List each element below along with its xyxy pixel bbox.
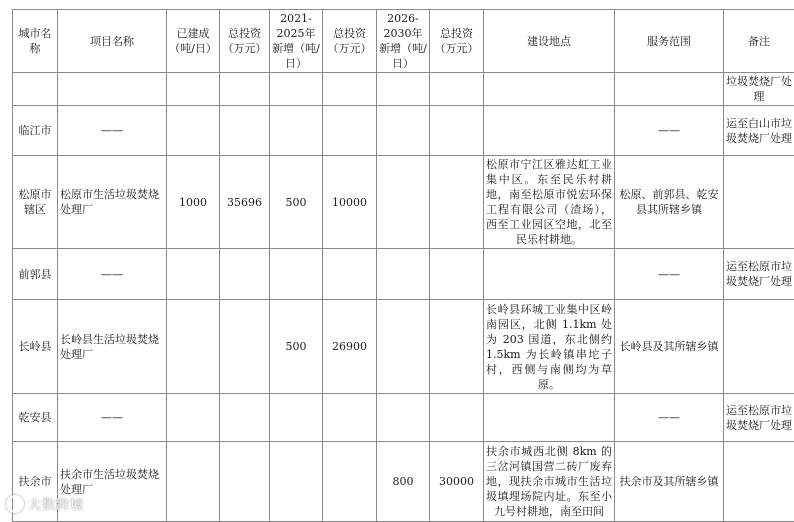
cell-invest3 <box>430 73 484 106</box>
watermark-logo-icon <box>6 495 24 513</box>
header-add-2026-2030: 2026-2030年新增（吨/日） <box>377 10 430 73</box>
header-invest1: 总投资（万元） <box>220 10 270 73</box>
cell-site <box>484 394 615 442</box>
cell-city: 临江市 <box>13 106 58 156</box>
cell-add-2021-2025: 500 <box>270 156 323 249</box>
cell-add-2021-2025 <box>270 106 323 156</box>
cell-invest1 <box>220 442 270 522</box>
cell-built <box>167 249 220 300</box>
cell-note: 垃圾焚烧厂处理 <box>724 73 794 106</box>
cell-built <box>167 394 220 442</box>
cell-invest3 <box>430 394 484 442</box>
table-row <box>13 73 794 106</box>
watermark <box>6 494 84 513</box>
header-invest2: 总投资（万元） <box>323 10 377 73</box>
cell-note: 运至松原市垃圾焚烧厂处理 <box>724 394 794 442</box>
header-row <box>13 10 794 73</box>
cell-invest2 <box>323 394 377 442</box>
cell-invest3 <box>430 249 484 300</box>
cell-city: 扶余市 <box>13 442 58 522</box>
cell-invest2 <box>323 106 377 156</box>
cell-site: 扶余市城西北侧 8km 的三岔河镇国营二砖厂废弃地，现扶余市城市生活垃圾填埋场院内址。东至小九号村耕地，南至田间 <box>484 442 615 522</box>
cell-invest2: 10000 <box>323 156 377 249</box>
cell-add-2026-2030 <box>377 106 430 156</box>
cell-add-2021-2025 <box>270 249 323 300</box>
cell-scope: —— <box>615 106 724 156</box>
cell-add-2021-2025 <box>270 442 323 522</box>
cell-note: 运至白山市垃圾焚烧厂处理 <box>724 106 794 156</box>
header-add-2021-2025: 2021-2025年新增（吨/日） <box>270 10 323 73</box>
cell-site: 松原市宁江区雅达虹工业集中区。东至民乐村耕地，南至松原市悦宏环保工程有限公司（渣场），西至工业园区空地，北至民乐村耕地。 <box>484 156 615 249</box>
cell-city: 长岭县 <box>13 300 58 394</box>
table-row <box>13 442 794 522</box>
header-city: 城市名称 <box>13 10 58 73</box>
cell-city: 松原市辖区 <box>13 156 58 249</box>
cell-city <box>13 73 58 106</box>
cell-invest1 <box>220 300 270 394</box>
cell-invest1: 35696 <box>220 156 270 249</box>
cell-project: —— <box>58 249 167 300</box>
cell-add-2021-2025 <box>270 394 323 442</box>
cell-invest2 <box>323 73 377 106</box>
cell-built <box>167 300 220 394</box>
cell-invest2 <box>323 442 377 522</box>
cell-note <box>724 156 794 249</box>
cell-add-2026-2030 <box>377 394 430 442</box>
cell-site <box>484 249 615 300</box>
cell-add-2026-2030 <box>377 156 430 249</box>
cell-scope: 扶余市及其所辖乡镇 <box>615 442 724 522</box>
cell-built: 1000 <box>167 156 220 249</box>
cell-project: 松原市生活垃圾焚烧处理厂 <box>58 156 167 249</box>
header-invest3: 总投资（万元） <box>430 10 484 73</box>
table-row <box>13 106 794 156</box>
cell-scope <box>615 73 724 106</box>
cell-invest1 <box>220 106 270 156</box>
cell-invest1 <box>220 73 270 106</box>
cell-add-2026-2030: 800 <box>377 442 430 522</box>
table-row <box>13 249 794 300</box>
cell-scope: 松原、前郭县、乾安县其所辖乡镇 <box>615 156 724 249</box>
cell-invest3 <box>430 300 484 394</box>
header-project: 项目名称 <box>58 10 167 73</box>
cell-invest1 <box>220 249 270 300</box>
cell-note <box>724 442 794 522</box>
watermark-text: 大数跨境 <box>28 498 84 513</box>
cell-project: 长岭县生活垃圾焚烧处理厂 <box>58 300 167 394</box>
cell-city: 前郭县 <box>13 249 58 300</box>
cell-invest2: 26900 <box>323 300 377 394</box>
cell-built <box>167 106 220 156</box>
cell-site <box>484 106 615 156</box>
cell-add-2021-2025: 500 <box>270 300 323 394</box>
cell-add-2021-2025 <box>270 73 323 106</box>
cell-site <box>484 73 615 106</box>
cell-invest3 <box>430 156 484 249</box>
cell-invest3 <box>430 106 484 156</box>
table-row <box>13 394 794 442</box>
header-note: 备注 <box>724 10 794 73</box>
cell-city: 乾安县 <box>13 394 58 442</box>
cell-project: 扶余市生活垃圾焚烧处理厂 <box>58 442 167 522</box>
cell-invest3: 30000 <box>430 442 484 522</box>
header-built: 已建成（吨/日） <box>167 10 220 73</box>
cell-built <box>167 442 220 522</box>
cell-add-2026-2030 <box>377 300 430 394</box>
cell-invest1 <box>220 394 270 442</box>
cell-built <box>167 73 220 106</box>
cell-note <box>724 300 794 394</box>
header-site: 建设地点 <box>484 10 615 73</box>
table-row <box>13 156 794 249</box>
cell-project: —— <box>58 106 167 156</box>
cell-project: —— <box>58 394 167 442</box>
header-scope: 服务范围 <box>615 10 724 73</box>
cell-add-2026-2030 <box>377 249 430 300</box>
cell-scope: 长岭县及其所辖乡镇 <box>615 300 724 394</box>
cell-project <box>58 73 167 106</box>
cell-invest2 <box>323 249 377 300</box>
cell-scope: —— <box>615 394 724 442</box>
cell-note: 运至松原市垃圾焚烧厂处理 <box>724 249 794 300</box>
plan-table <box>12 9 794 522</box>
table-row <box>13 300 794 394</box>
cell-site: 长岭县环城工业集中区岭南园区，北侧 1.1km 处为 203 国道，东北侧约 1.5km 为长岭镇串坨子村，西侧与南侧均为草原。 <box>484 300 615 394</box>
cell-scope: —— <box>615 249 724 300</box>
cell-add-2026-2030 <box>377 73 430 106</box>
